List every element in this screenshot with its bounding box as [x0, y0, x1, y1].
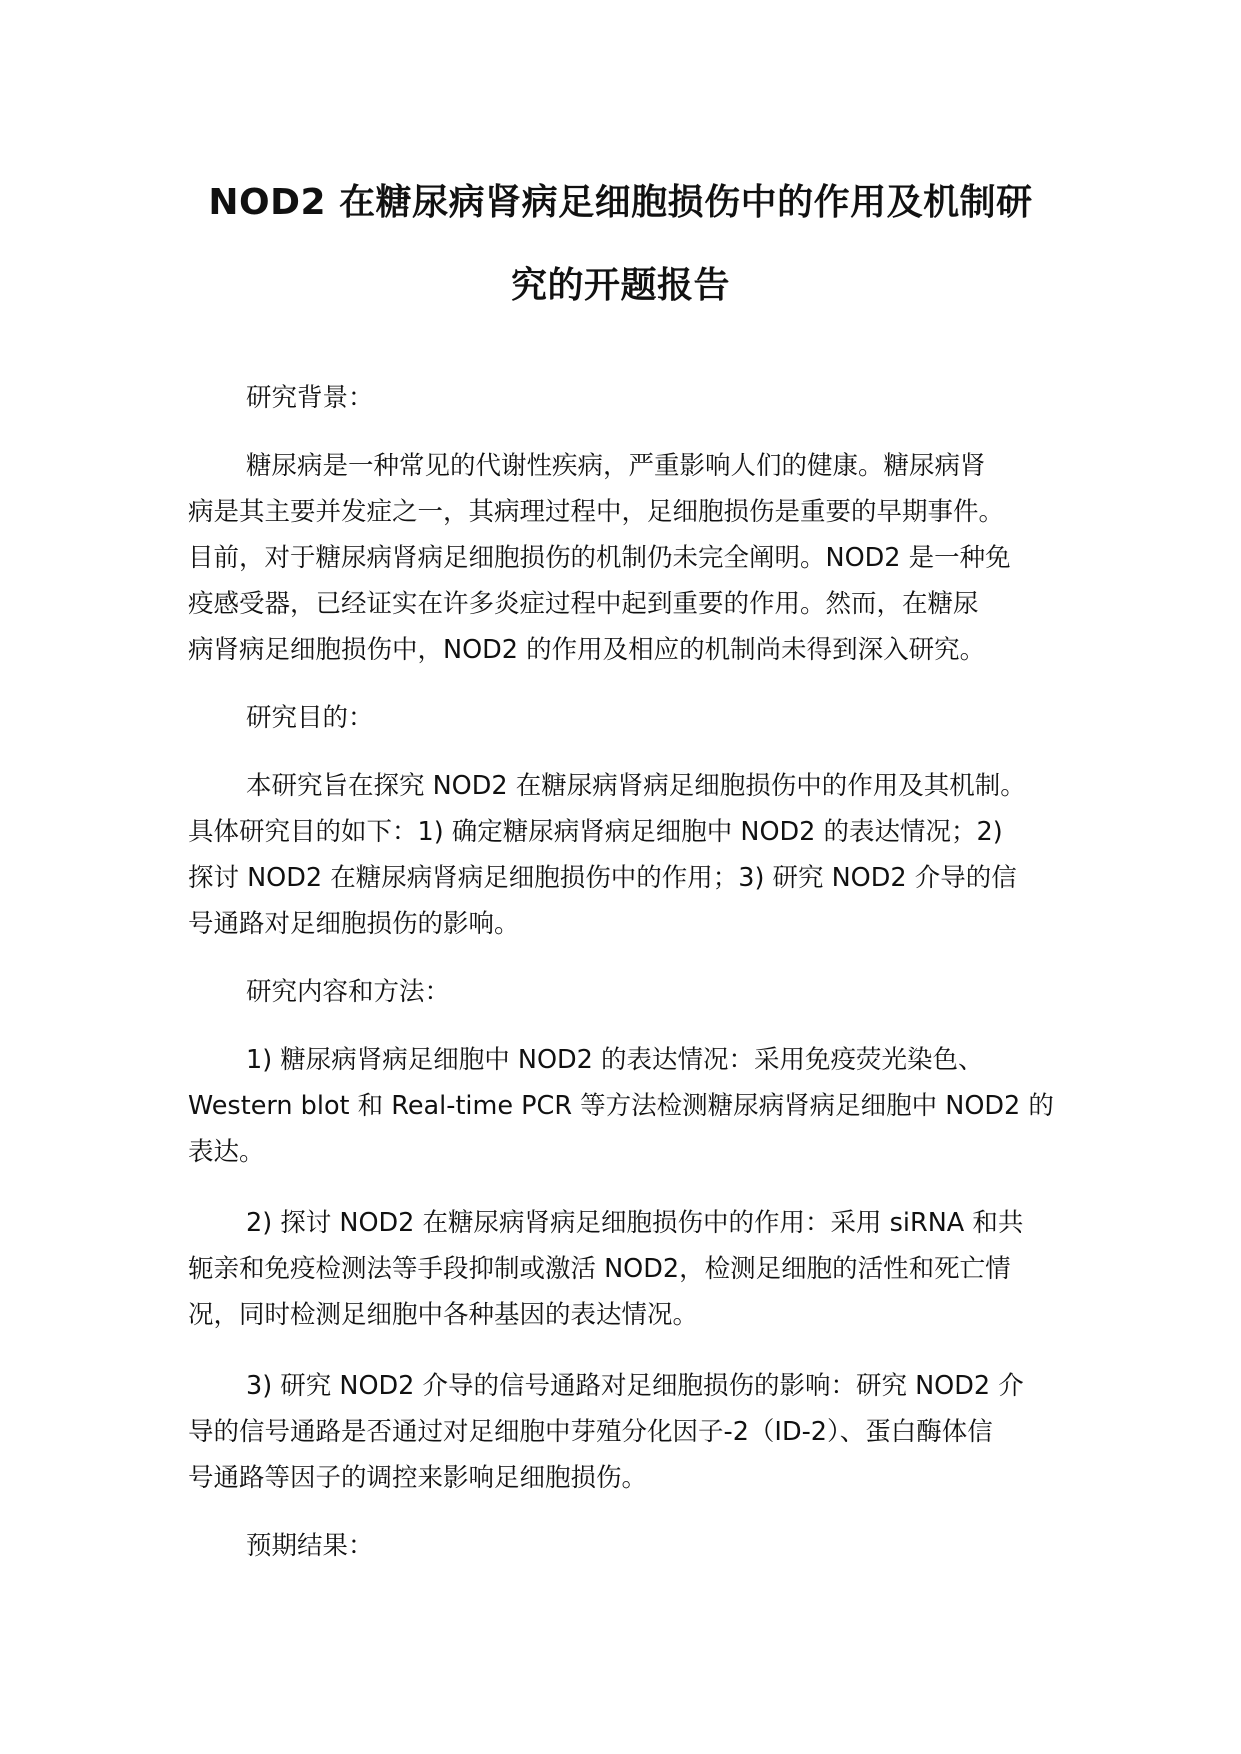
paragraph-line: 具体研究目的如下：1) 确定糖尿病肾病足细胞中 NOD2 的表达情况；2) [188, 817, 1003, 847]
paragraph-line: 号通路等因子的调控来影响足细胞损伤。 [188, 1463, 648, 1493]
document-body [188, 378, 1073, 1591]
paragraph-line: 糖尿病是一种常见的代谢性疾病，严重影响人们的健康。糖尿病肾 [246, 451, 986, 481]
paragraph-line: 2) 探讨 NOD2 在糖尿病肾病足细胞损伤中的作用：采用 siRNA 和共 [246, 1208, 1024, 1238]
body-paragraph [188, 1200, 1073, 1338]
section-heading: 研究目的： [246, 703, 374, 733]
body-paragraph [188, 1037, 1073, 1175]
paragraph-line: Western blot 和 Real-time PCR 等方法检测糖尿病肾病足细胞中 NOD2 的 [188, 1091, 1054, 1121]
document-title-line-2: 究的开题报告 [510, 265, 730, 306]
paragraph-line: 号通路对足细胞损伤的影响。 [188, 909, 520, 939]
paragraph-line: 1) 糖尿病肾病足细胞中 NOD2 的表达情况：采用免疫荧光染色、 [246, 1045, 984, 1075]
section-heading: 研究内容和方法： [246, 977, 451, 1007]
document-title-line-1: NOD2 在糖尿病肾病足细胞损伤中的作用及机制研 [208, 182, 1033, 223]
paragraph-line: 疫感受器，已经证实在许多炎症过程中起到重要的作用。然而，在糖尿 [188, 589, 979, 619]
paragraph-line: 轭亲和免疫检测法等手段抑制或激活 NOD2，检测足细胞的活性和死亡情 [188, 1254, 1011, 1284]
section-heading: 预期结果： [246, 1531, 374, 1561]
paragraph-line: 表达。 [188, 1137, 265, 1167]
paragraph-line: 目前，对于糖尿病肾病足细胞损伤的机制仍未完全阐明。NOD2 是一种免 [188, 543, 1011, 573]
paragraph-line: 况，同时检测足细胞中各种基因的表达情况。 [188, 1300, 699, 1330]
paragraph-line: 病肾病足细胞损伤中，NOD2 的作用及相应的机制尚未得到深入研究。 [188, 635, 986, 665]
body-paragraph [188, 763, 1073, 947]
paragraph-line: 本研究旨在探究 NOD2 在糖尿病肾病足细胞损伤中的作用及其机制。 [246, 771, 1026, 801]
body-paragraph [188, 1363, 1073, 1501]
paragraph-line: 3) 研究 NOD2 介导的信号通路对足细胞损伤的影响：研究 NOD2 介 [246, 1371, 1024, 1401]
paragraph-line: 探讨 NOD2 在糖尿病肾病足细胞损伤中的作用；3) 研究 NOD2 介导的信 [188, 863, 1017, 893]
section-heading: 研究背景： [246, 383, 374, 413]
paragraph-line: 病是其主要并发症之一，其病理过程中，足细胞损伤是重要的早期事件。 [188, 497, 1005, 527]
paragraph-line: 导的信号通路是否通过对足细胞中芽殖分化因子-2（ID-2）、蛋白酶体信 [188, 1417, 993, 1447]
body-paragraph [188, 443, 1073, 673]
